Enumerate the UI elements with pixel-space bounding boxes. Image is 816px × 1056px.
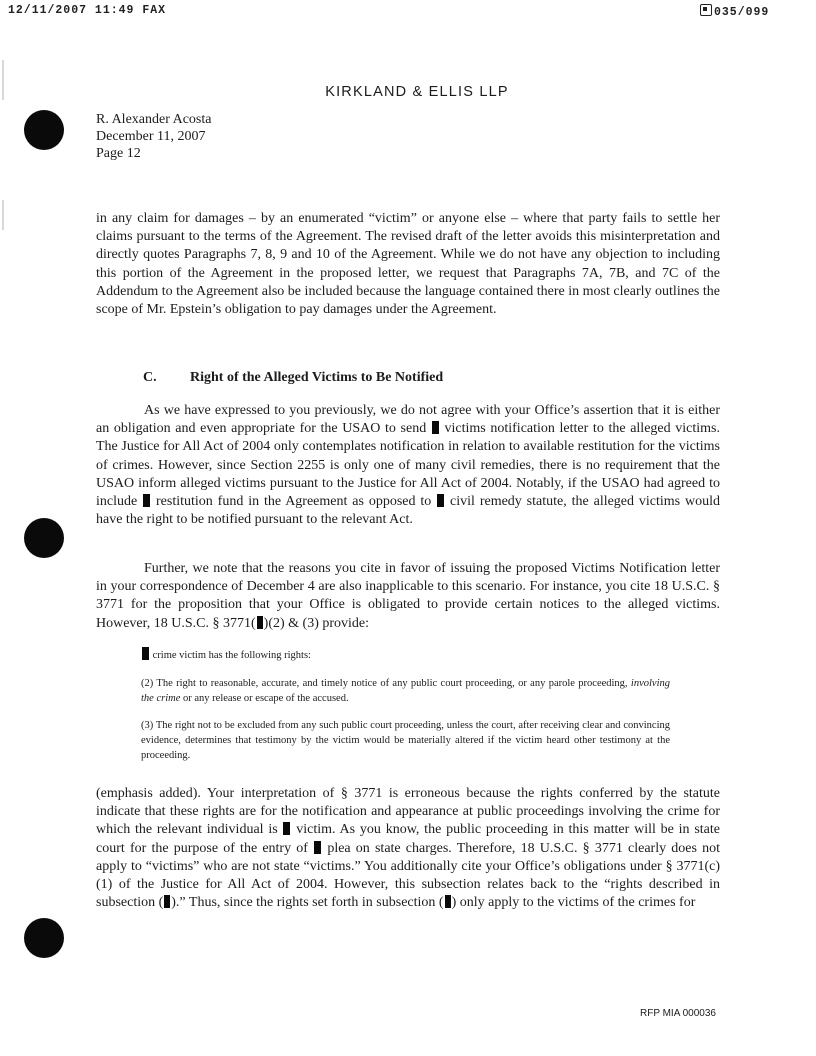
- text-run: (emphasis added). Your interpretation of § 3771 is erroneous because the rights conferred by the statute indicate that these rights are for the notification and appearance at public proceedings involving the crime for which the relevant individual is: [96, 786, 720, 838]
- body-paragraph-4: [96, 785, 720, 912]
- redaction-bar: [257, 616, 263, 629]
- text-run: plea on state charges. Therefore, 18 U.S.C. § 3771 clearly does not apply to “victims” who are not state “victims.” You additionally cite your Office’s obligations under § 3771(c)(1) of the Justice for All Act of 2004. However, this subsection relates back to the “rights described in subsection (: [96, 840, 721, 911]
- recipient-name: R. Alexander Acosta: [96, 112, 212, 127]
- punch-hole: [24, 518, 64, 558]
- quote-paragraph-2: [141, 676, 670, 706]
- letterhead: KIRKLAND & ELLIS LLP: [325, 84, 509, 100]
- page-label: Page 12: [96, 146, 141, 161]
- emphasis-text: involving the crime: [141, 678, 670, 704]
- section-title: Right of the Alleged Victims to Be Notified: [190, 370, 444, 385]
- fax-timestamp: 12/11/2007 11:49 FAX: [8, 4, 167, 17]
- body-paragraph-3: [96, 560, 720, 633]
- section-label: C.: [143, 370, 157, 385]
- fax-page-count: 035/099: [714, 6, 770, 19]
- text-run: restitution fund in the Agreement as opposed to: [156, 494, 432, 510]
- text-run: civil remedy statute, the alleged victims would have the right to be notified pursuant to the relevant Act.: [96, 494, 721, 528]
- quote-paragraph-3: (3) The right not to be excluded from any such public court proceeding, unless the court, after receiving clear and convincing evidence, determines that testimony by the victim would be materially altered if the victim heard other testimony at the proceeding.: [141, 720, 670, 761]
- address-block: [96, 111, 211, 162]
- redaction-bar: [142, 647, 149, 660]
- body-paragraph-2: [96, 402, 720, 529]
- fax-page-icon: [700, 4, 712, 16]
- redaction-bar: [437, 494, 444, 507]
- text-run: or any release or escape of the accused.: [180, 693, 349, 704]
- redaction-bar: [164, 895, 170, 908]
- punch-hole: [24, 110, 64, 150]
- redaction-bar: [445, 895, 451, 908]
- scan-smear: [2, 200, 4, 230]
- text-run: Further, we note that the reasons you cite in favor of issuing the proposed Victims Notification letter in your correspondence of December 4 are also inapplicable to this scenario. For instance, you cite 18 U.S.C. § 3771 for the proposition that your Office is obligated to provide certain notices to the alleged victims. However, 18 U.S.C. § 3771(: [96, 561, 720, 631]
- text-run: victims notification letter to the alleged victims. The Justice for All Act of 2004 only contemplates notification in relation to available restitution for the victims of crimes. However, since Section 2255 is only one of many civil remedies, there is no requirement that the USAO inform alleged victims pursuant to the Justice for All Act of 2004. Notably, if the USAO had agreed to include: [96, 421, 720, 510]
- redaction-bar: [432, 421, 439, 434]
- text-run: )(2) & (3) provide:: [263, 615, 370, 631]
- quote-intro: [141, 647, 670, 663]
- redaction-bar: [314, 841, 321, 854]
- text-run: As we have expressed to you previously, we do not agree with your Office’s assertion that it is either an obligation and even appropriate for the USAO to send: [96, 403, 720, 437]
- text-run: ) only apply to the victims of the crimes for: [451, 895, 696, 911]
- fax-page-number: [700, 4, 769, 19]
- section-heading: [143, 370, 443, 386]
- punch-hole: [24, 918, 64, 958]
- body-paragraph-1: in any claim for damages – by an enumerated “victim” or anyone else – where that party fails to settle her claims pursuant to the terms of the Agreement. The revised draft of the letter avoids this misinterpretation and directly quotes Paragraphs 7, 8, 9 and 10 of the Agreement. While we do not have any objection to including this portion of the Agreement in the proposed letter, we request that Paragraphs 7A, 7B, and 7C of the Addendum to the Agreement also be included because the language contained there in most clearly outlines the scope of Mr. Epstein’s obligation to pay damages under the Agreement.: [96, 211, 720, 318]
- text-run: victim. As you know, the public proceeding in this matter will be in state court for the purpose of the entry of: [96, 822, 721, 856]
- text-run: ).” Thus, since the rights set forth in subsection (: [171, 895, 444, 911]
- redaction-bar: [283, 822, 290, 835]
- letter-date: December 11, 2007: [96, 129, 206, 144]
- redaction-bar: [143, 494, 150, 507]
- text-run: crime victim has the following rights:: [152, 650, 311, 661]
- text-run: (2) The right to reasonable, accurate, and timely notice of any public court proceeding, or any parole proceeding,: [141, 678, 631, 689]
- bates-number: RFP MIA 000036: [640, 1008, 716, 1019]
